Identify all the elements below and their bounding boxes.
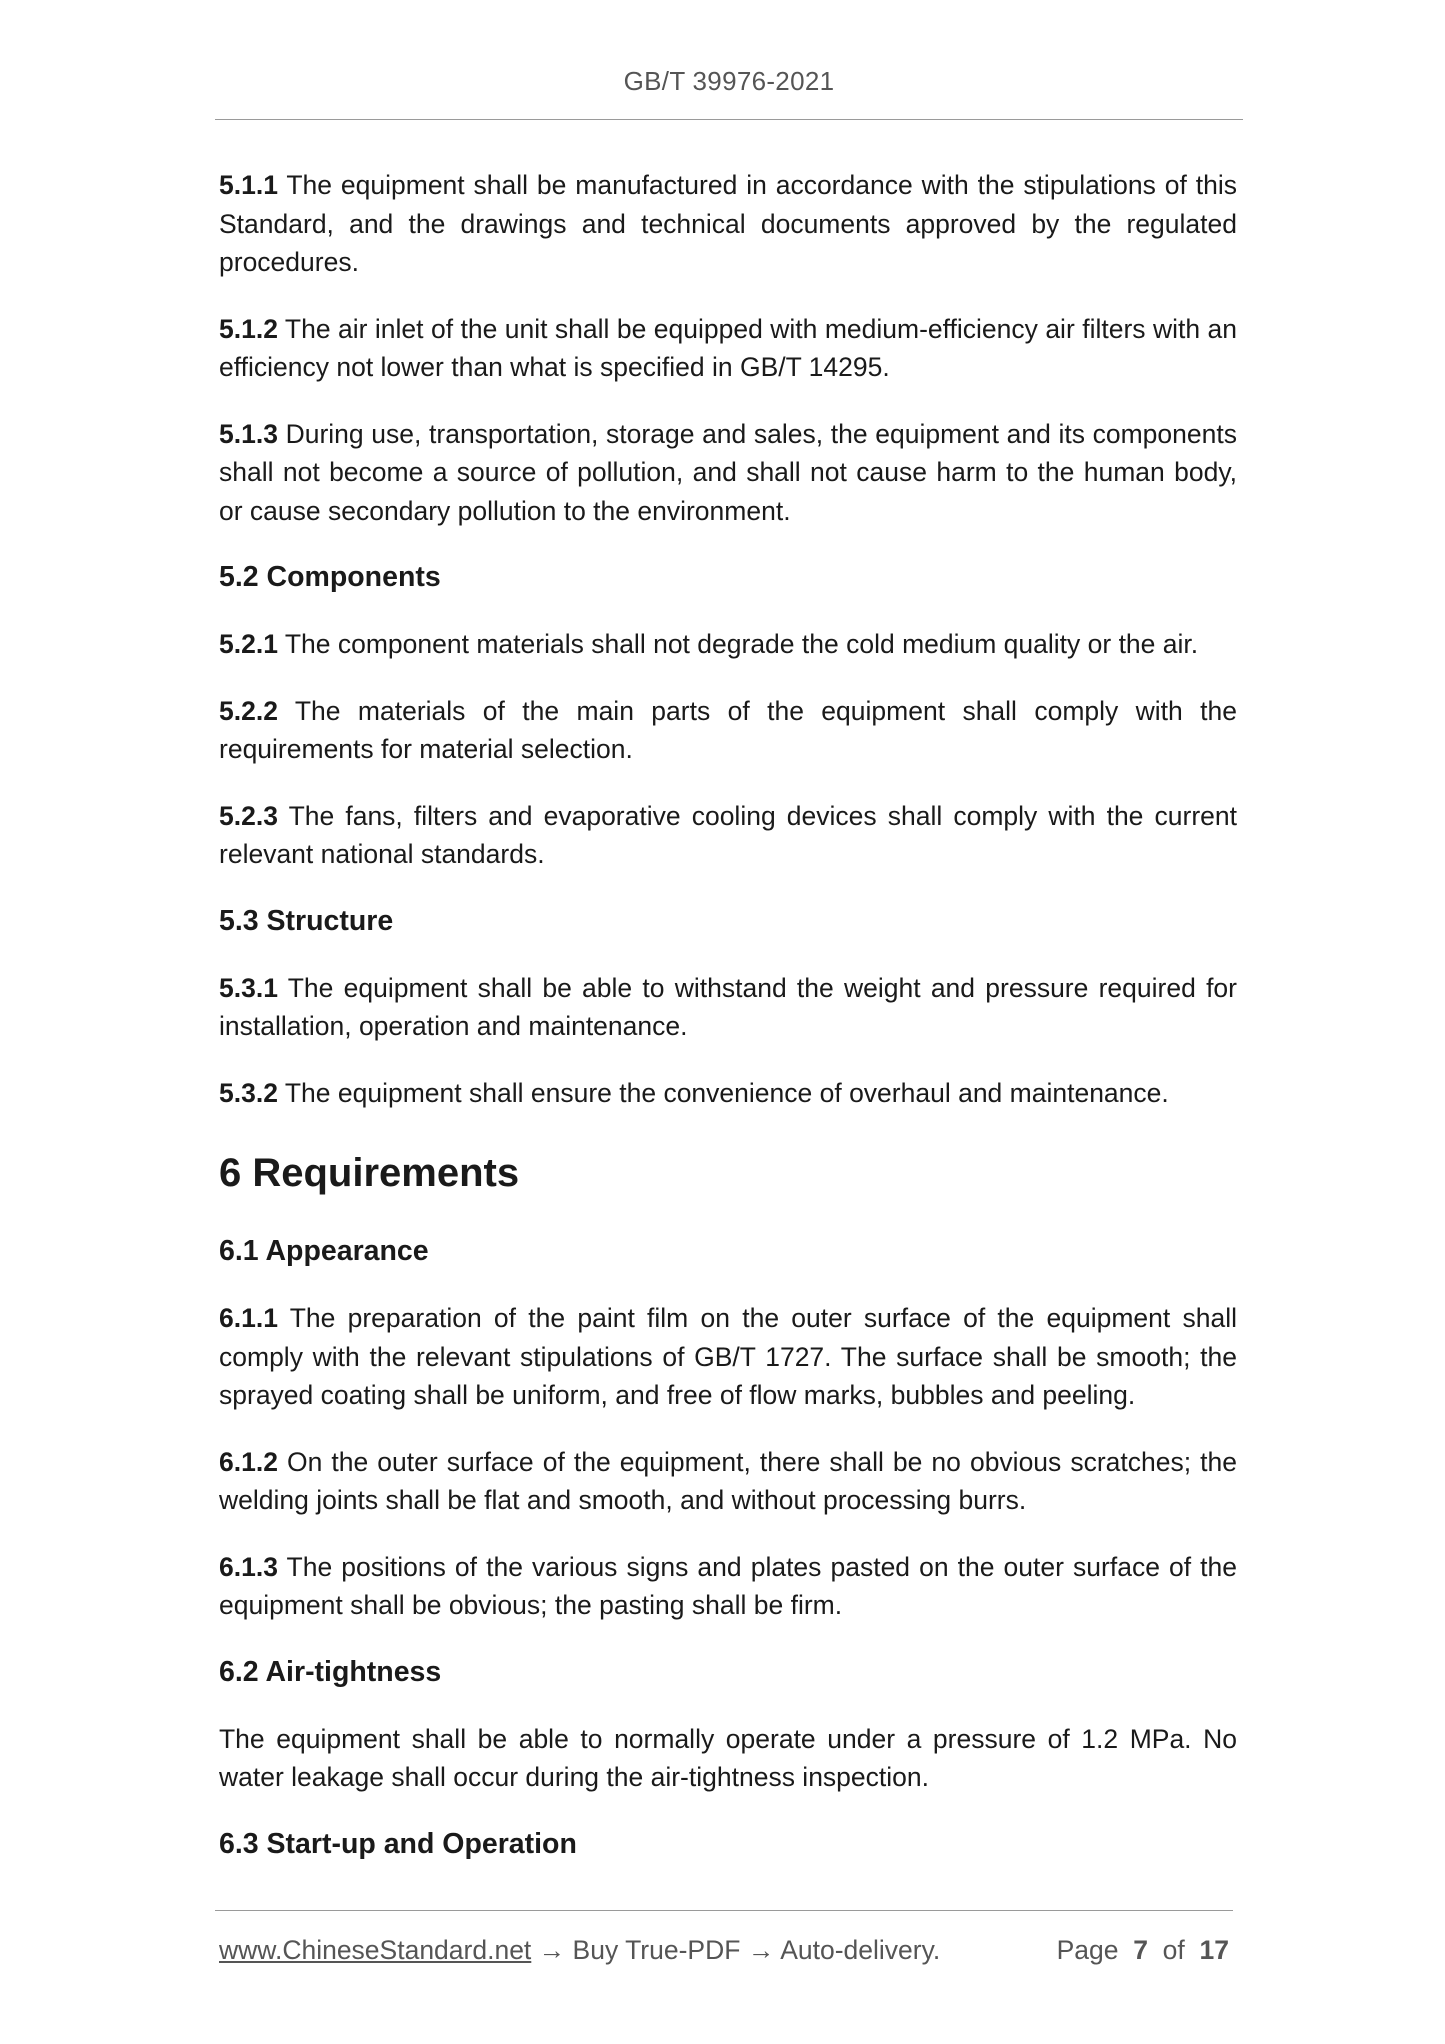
header-divider (215, 119, 1243, 120)
of-label: of (1162, 1935, 1185, 1965)
website-link[interactable]: www.ChineseStandard.net (219, 1935, 532, 1965)
total-page-number: 17 (1199, 1935, 1229, 1965)
section-heading-5-2: 5.2 Components (219, 561, 441, 593)
page-header: GB/T 39976-2021 (623, 66, 835, 96)
clause-5-2-1 (219, 625, 1237, 664)
clause-number: 5.2.1 (219, 629, 278, 659)
page-label: Page (1056, 1935, 1119, 1965)
clause-text: The equipment shall be manufactured in accordance with the stipulations of this Standard, and the drawings and technical documents approved by the regulated procedures. (219, 170, 1237, 277)
section-heading-5-3: 5.3 Structure (219, 904, 394, 937)
arrow-right-icon: → (538, 1935, 566, 1965)
clause-6-1-3 (219, 1548, 1237, 1625)
clause-5-1-2 (219, 310, 1237, 387)
clause-number: 5.3.2 (219, 1077, 278, 1108)
clause-number: 6.1.2 (219, 1446, 278, 1477)
clause-5-2-3 (219, 797, 1237, 874)
chapter-heading-6: 6 Requirements (219, 1151, 520, 1195)
clause-5-3-1 (219, 969, 1237, 1046)
section-heading-6-3: 6.3 Start-up and Operation (219, 1827, 577, 1860)
clause-number: 5.1.3 (219, 418, 278, 449)
clause-5-1-1 (219, 166, 1237, 282)
current-page-number: 7 (1133, 1935, 1148, 1965)
clause-5-1-3 (219, 415, 1237, 531)
section-heading-6-1: 6.1 Appearance (219, 1235, 429, 1267)
clause-text: During use, transportation, storage and sales, the equipment and its components shall not become a source of pollution, and shall not cause harm to the human body, or cause secondary pollution to the environment. (219, 418, 1237, 526)
clause-text: The equipment shall be able to withstand the weight and pressure required for installation, operation and maintenance. (219, 972, 1237, 1041)
clause-number: 6.1.1 (219, 1303, 278, 1333)
clause-number: 5.2.3 (219, 800, 278, 831)
arrow-right-icon: → (747, 1935, 775, 1965)
clause-text: The materials of the main parts of the equipment shall comply with the requirements for material selection. (219, 695, 1237, 764)
clause-number: 5.1.2 (219, 313, 278, 344)
clause-number: 5.2.2 (219, 695, 278, 726)
delivery-text: Auto-delivery. (780, 1935, 941, 1965)
clause-number: 6.1.3 (219, 1551, 278, 1582)
page-indicator (1057, 1935, 1229, 1966)
clause-6-1-1 (219, 1299, 1237, 1415)
clause-text: The component materials shall not degrade the cold medium quality or the air. (284, 629, 1199, 659)
clause-6-1-2 (219, 1443, 1237, 1520)
page-content (219, 166, 1237, 1892)
clause-6-2-text: The equipment shall be able to normally operate under a pressure of 1.2 MPa. No water leakage shall occur during the air-tightness inspection. (219, 1723, 1237, 1792)
clause-text: The air inlet of the unit shall be equipped with medium-efficiency air filters with an efficiency not lower than what is specified in GB/T 14295. (219, 313, 1237, 382)
clause-text: The equipment shall ensure the convenience of overhaul and maintenance. (284, 1077, 1169, 1108)
clause-text: The positions of the various signs and plates pasted on the outer surface of the equipment shall be obvious; the pasting shall be firm. (219, 1551, 1237, 1620)
clause-text: The fans, filters and evaporative cooling devices shall comply with the current relevant national standards. (219, 800, 1237, 869)
clause-number: 5.3.1 (219, 972, 278, 1003)
clause-5-2-2 (219, 692, 1237, 769)
page-footer (219, 1935, 1229, 1966)
clause-5-3-2 (219, 1074, 1237, 1113)
clause-number: 5.1.1 (219, 170, 278, 200)
clause-text: On the outer surface of the equipment, there shall be no obvious scratches; the welding joints shall be flat and smooth, and without processing burrs. (219, 1446, 1237, 1515)
footer-divider (215, 1910, 1233, 1911)
section-heading-6-2: 6.2 Air-tightness (219, 1655, 442, 1688)
buy-text: Buy True-PDF (572, 1935, 741, 1965)
clause-text: The preparation of the paint film on the outer surface of the equipment shall comply with the relevant stipulations of GB/T 1727. The surface shall be smooth; the sprayed coating shall be uniform, and free of flow marks, bubbles and peeling. (219, 1303, 1237, 1410)
